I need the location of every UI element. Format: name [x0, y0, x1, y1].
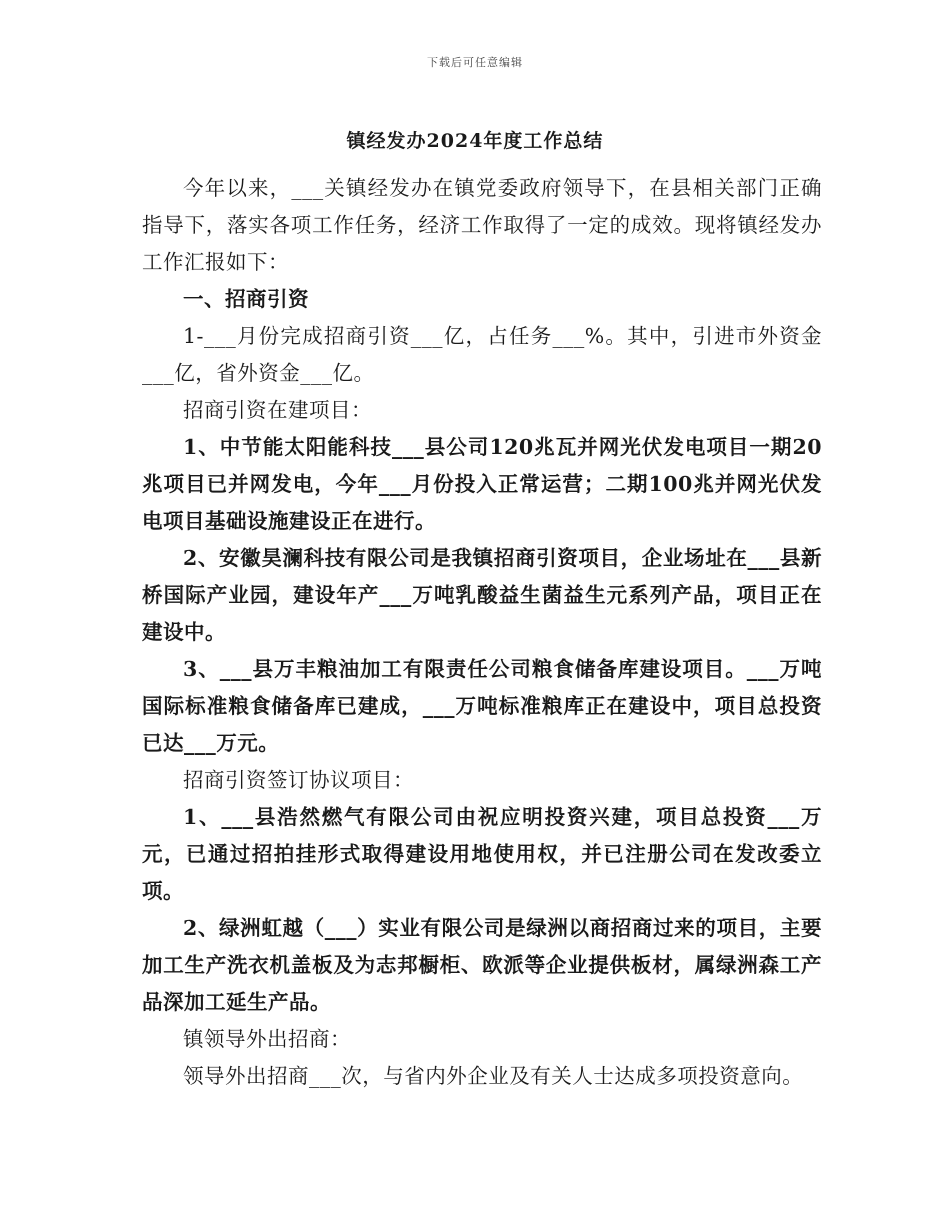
paragraph-investment-summary: 1-___月份完成招商引资___亿，占任务___%。其中，引进市外资金___亿，省外资金___亿。: [142, 324, 822, 385]
paragraph-intro: 今年以来，___关镇经发办在镇党委政府领导下，在县相关部门正确指导下，落实各项工作任务，经济工作取得了一定的成效。现将镇经发办工作汇报如下：: [142, 176, 822, 274]
subheading-projects-under-construction: 招商引资在建项目：: [183, 398, 372, 422]
document-title: 镇经发办2024年度工作总结: [346, 130, 604, 152]
section-heading-investment: 一、招商引资: [183, 287, 309, 311]
paragraph-project-3: 3、___县万丰粮油加工有限责任公司粮食储备库建设项目。___万吨国际标准粮食储备库已建成，___万吨标准粮库正在建设中，项目总投资已达___万元。: [142, 657, 822, 755]
paragraph-signed-project-2: 2、绿洲虹越（___）实业有限公司是绿洲以商招商过来的项目，主要加工生产洗衣机盖板及为志邦橱柜、欧派等企业提供板材，属绿洲森工产品深加工延生产品。: [142, 916, 822, 1014]
paragraph-project-2: 2、安徽昊澜科技有限公司是我镇招商引资项目，企业场址在___县新桥国际产业园，建设年产___万吨乳酸益生菌益生元系列产品，项目正在建设中。: [142, 546, 822, 644]
header-note: 下载后可任意编辑: [427, 56, 523, 69]
document-body: [142, 170, 822, 1095]
subheading-leaders-outreach: 镇领导外出招商：: [183, 1027, 351, 1051]
paragraph-signed-project-1: 1、___县浩然燃气有限公司由祝应明投资兴建，项目总投资___万元，已通过招拍挂形式取得建设用地使用权，并已注册公司在发改委立项。: [142, 805, 822, 903]
subheading-signed-projects: 招商引资签订协议项目：: [183, 768, 414, 792]
paragraph-leaders-outreach: 领导外出招商___次，与省内外企业及有关人士达成多项投资意向。: [183, 1064, 804, 1088]
paragraph-project-1: 1、中节能太阳能科技___县公司120兆瓦并网光伏发电项目一期20兆项目已并网发电，今年___月份投入正常运营；二期100兆并网光伏发电项目基础设施建设正在进行。: [142, 435, 822, 533]
